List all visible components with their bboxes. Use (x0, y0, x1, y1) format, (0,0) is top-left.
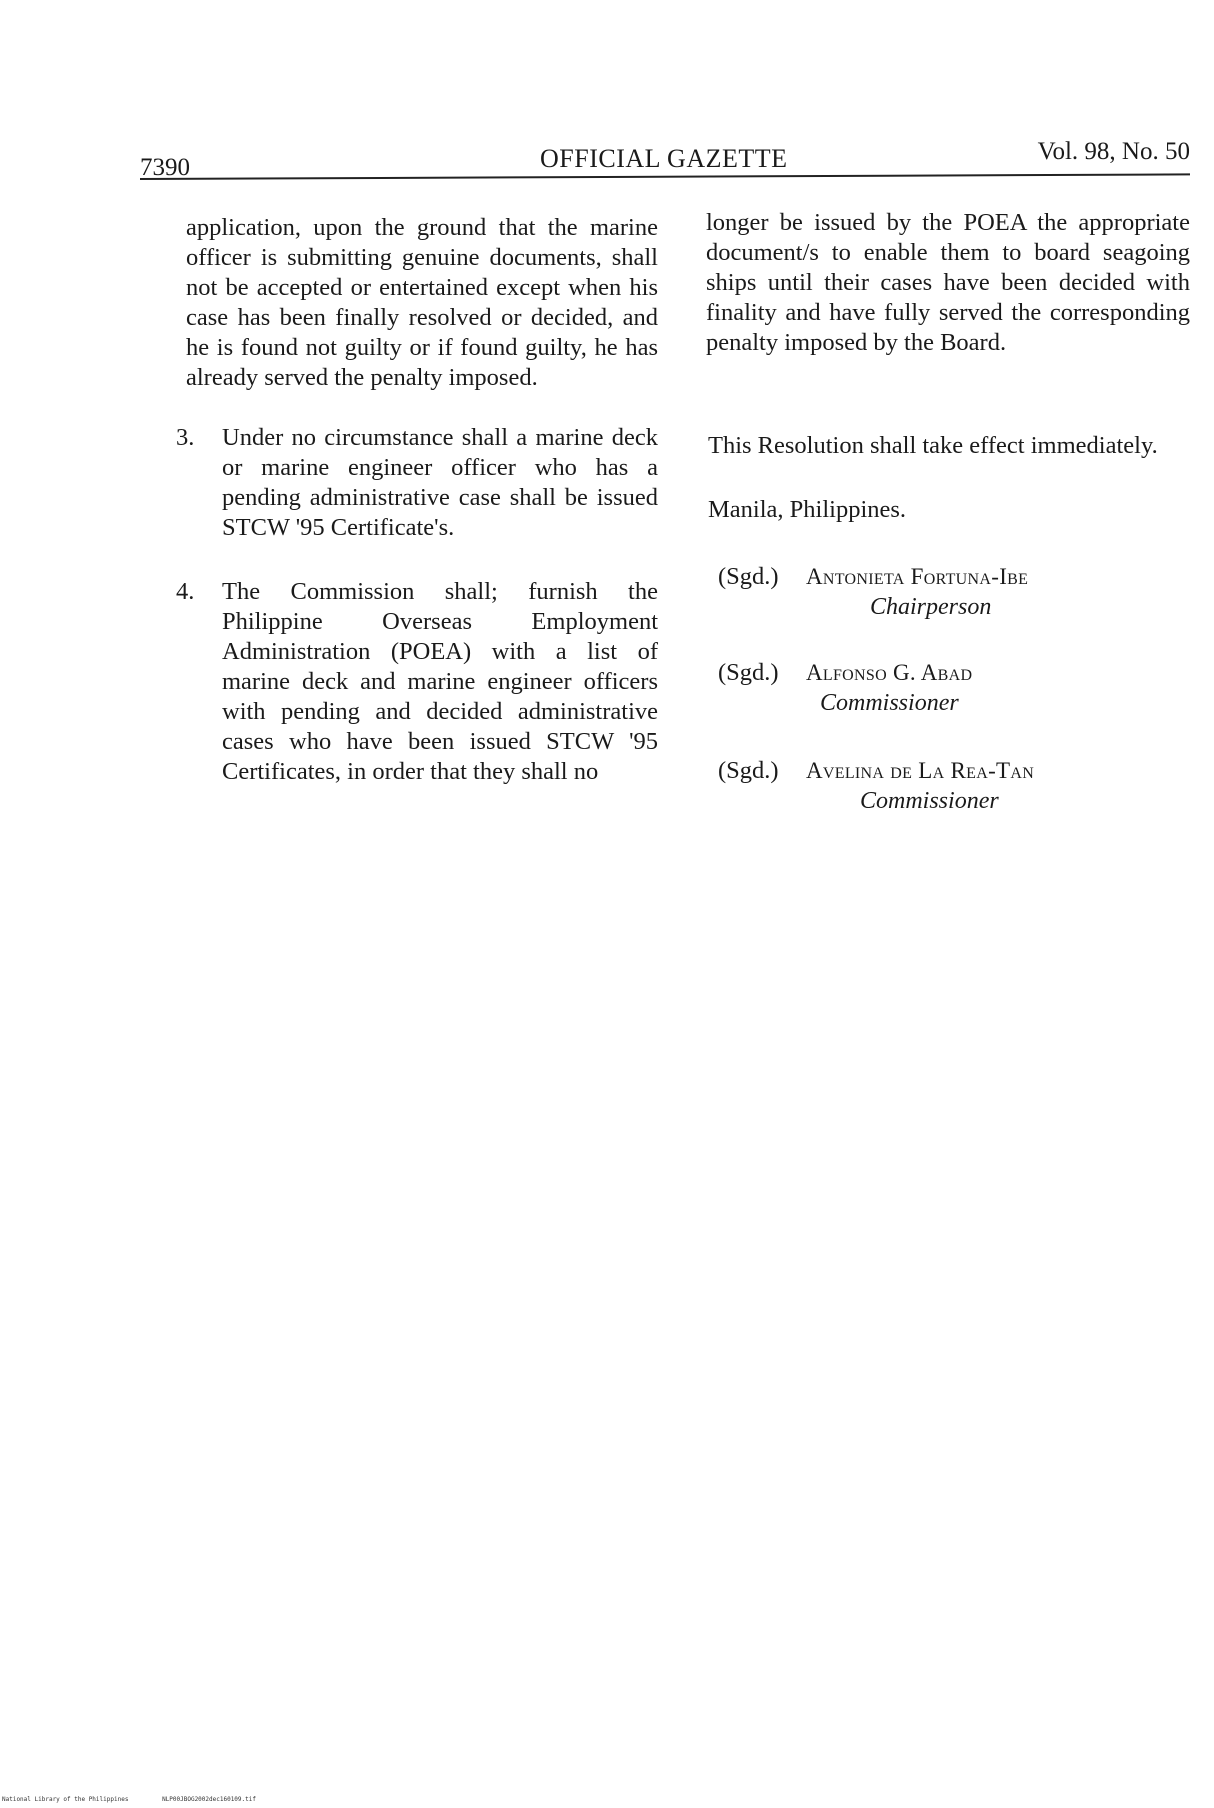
signatory-title: Commissioner (860, 788, 999, 814)
list-item-4 (176, 577, 658, 787)
list-item-number: 3. (176, 424, 195, 451)
scan-footer (2, 1796, 256, 1803)
list-item-text: Under no circumstance shall a marine deck or marine engineer officer who has a pending administrative case shall be issued STCW '95 Certificate's. (222, 424, 658, 541)
list-item-3 (176, 423, 658, 543)
signatory-title: Chairperson (870, 594, 992, 620)
signatory-name: Avelina de La Rea-Tan (806, 758, 1035, 783)
signed-mark: (Sgd.) (718, 563, 779, 590)
signed-mark: (Sgd.) (718, 757, 779, 784)
left-continuation-paragraph: application, upon the ground that the marine officer is submitting genuine documents, shall not be accepted or entertained except when his case has been finally resolved or decided, and he is found not guilty or if found guilty, he has already served the penalty imposed. (186, 214, 658, 391)
volume-number: Vol. 98, No. 50 (1037, 138, 1190, 165)
page-header (140, 132, 1190, 180)
publication-title: OFFICIAL GAZETTE (540, 144, 788, 173)
signatory-name: Alfonso G. Abad (806, 660, 973, 685)
right-column (706, 208, 1190, 358)
list-item-number: 4. (176, 578, 195, 605)
signatory-name: Antonieta Fortuna-Ibe (806, 564, 1029, 589)
effectivity-statement: This Resolution shall take effect immediately. (708, 432, 1158, 459)
page-number: 7390 (140, 154, 190, 181)
right-continuation-paragraph: longer be issued by the POEA the appropriate document/s to enable them to board seagoing ships until their cases have been decided with finality and have fully served the corresponding penalty imposed by the Board. (706, 209, 1190, 356)
signed-mark: (Sgd.) (718, 659, 779, 686)
signatory-title: Commissioner (820, 690, 959, 716)
list-item-text: The Commission shall; furnish the Philippine Overseas Employment Administration (POEA) with a list of marine deck and marine engineer officers with pending and decided administrative cases who have been issued STCW '95 Certificates, in order that they shall no (222, 578, 658, 785)
library-credit: National Library of the Philippines (2, 1796, 129, 1803)
file-code: NLP00JBOG2002dec160109.tif (162, 1796, 256, 1803)
left-column (176, 213, 658, 787)
place-of-signing: Manila, Philippines. (708, 496, 907, 523)
